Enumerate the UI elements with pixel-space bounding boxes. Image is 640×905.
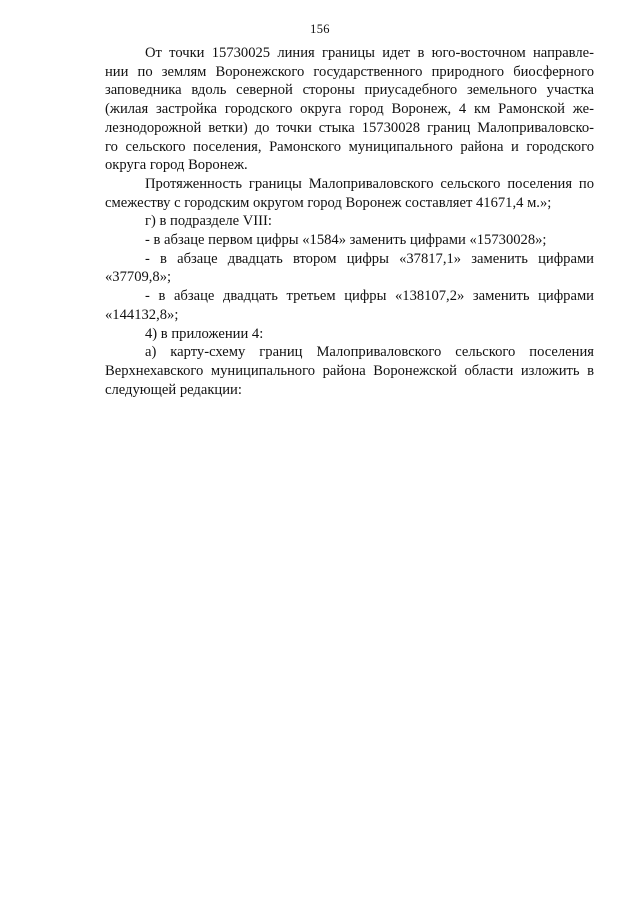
paragraph-line: следующей редакции:	[105, 381, 242, 398]
paragraph-line: нии по землям Воронежского государственного природного биосферного	[105, 63, 594, 80]
paragraph-line: округа город Воронеж.	[105, 157, 248, 174]
paragraph-line: - в абзаце первом цифры «1584» заменить цифрами «15730028»;	[145, 232, 547, 249]
paragraph-line: Протяженность границы Малоприваловского сельского поселения по	[145, 175, 594, 192]
paragraph-line: От точки 15730025 линия границы идет в юго-восточном направле-	[145, 45, 594, 61]
paragraph-line: «37709,8»;	[105, 269, 172, 286]
paragraph-line: заповедника вдоль северной стороны приусадебного земельного участка	[105, 82, 594, 99]
page-number: 156	[310, 22, 330, 36]
paragraph-line: (жилая застройка городского округа город Воронеж, 4 км Рамонской же-	[105, 101, 594, 118]
paragraph-line: лезнодорожной ветки) до точки стыка 15730028 границ Малоприваловско-	[105, 119, 594, 136]
paragraph-line: а) карту-схему границ Малоприваловского сельского поселения	[145, 344, 594, 361]
paragraph-line: «144132,8»;	[105, 306, 179, 323]
paragraph-line: Верхнехавского муниципального района Воронежской области изложить в	[105, 362, 594, 379]
paragraph-line: смежеству с городским округом город Воронеж составляет 41671,4 м.»;	[105, 194, 552, 211]
document-body	[105, 44, 594, 399]
paragraph-line: г) в подразделе VIII:	[145, 213, 272, 230]
paragraph-line: го сельского поселения, Рамонского муниципального района и городского	[105, 138, 594, 155]
paragraph-line: - в абзаце двадцать втором цифры «37817,1» заменить цифрами	[145, 250, 594, 267]
paragraph-line: - в абзаце двадцать третьем цифры «138107,2» заменить цифрами	[145, 288, 594, 305]
paragraph-line: 4) в приложении 4:	[145, 325, 264, 342]
